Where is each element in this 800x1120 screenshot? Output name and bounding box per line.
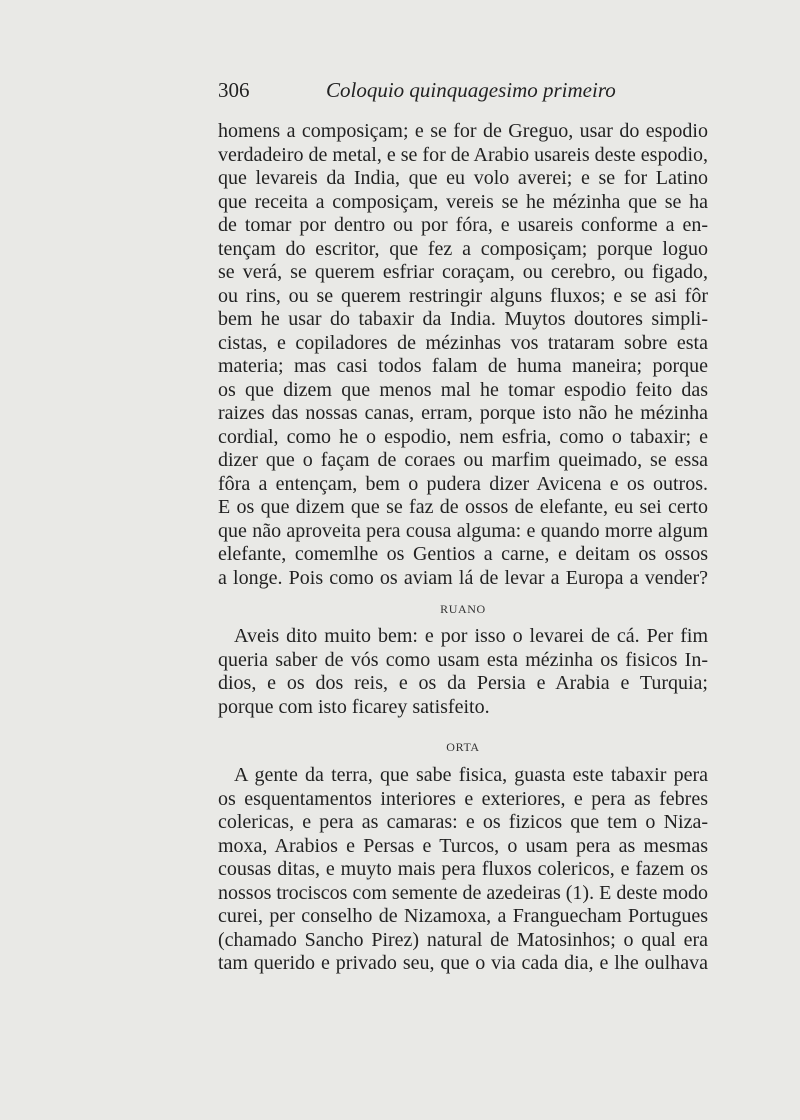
text-line: A gente da terra, que sabe fisica, guasta este tabaxir pera xyxy=(234,764,708,786)
text-line: dizer que o façam de coraes ou marfim queimado, se essa xyxy=(218,449,708,471)
text-line: materia; mas casi todos falam de huma maneira; porque xyxy=(218,355,708,377)
text-line: se verá, se querem esfriar coraçam, ou cerebro, ou figado, xyxy=(218,261,708,283)
text-line: cordial, como he o espodio, nem esfria, como o tabaxir; e xyxy=(218,425,708,448)
text-line: Aveis dito muito bem: e por isso o levarei de cá. Per fim xyxy=(234,625,708,647)
text-line: de tomar por dentro ou por fóra, e usareis conforme a en- xyxy=(218,214,708,236)
text-line: moxa, Arabios e Persas e Turcos, o usam pera as mesmas xyxy=(218,834,708,857)
speaker-label-orta: ORTA xyxy=(446,740,480,754)
text-line: queria saber de vós como usam esta mézinha os fisicos In- xyxy=(218,648,708,671)
text-line: os esquentamentos interiores e exteriores, e pera as febres xyxy=(218,787,708,810)
paragraph-1 xyxy=(218,120,708,590)
paragraph-2 xyxy=(218,625,708,719)
text-line: que não aproveita pera cousa alguma: e quando morre algum xyxy=(218,519,708,542)
paragraph-3 xyxy=(218,764,708,976)
text-line: tam querido e privado seu, que o via cada dia, e lhe oulhava xyxy=(218,952,708,974)
text-line: raizes das nossas canas, erram, porque isto não he mézinha xyxy=(218,402,708,424)
text-line: tençam do escritor, que fez a composiçam; porque loguo xyxy=(218,237,708,260)
text-line: bem he usar do tabaxir da India. Muytos doutores simpli- xyxy=(218,308,708,330)
text-line: curei, per conselho de Nizamoxa, a Franguecham Portugues xyxy=(218,905,708,927)
text-line: fôra a entençam, bem o pudera dizer Avicena e os outros. xyxy=(218,472,708,495)
text-line: porque com isto ficarey satisfeito. xyxy=(218,695,490,718)
text-line: colericas, e pera as camaras: e os fizicos que tem o Niza- xyxy=(218,811,708,833)
text-line: os que dizem que menos mal he tomar espodio feito das xyxy=(218,378,708,401)
text-line: nossos trociscos com semente de azedeiras (1). E deste modo xyxy=(218,881,708,904)
text-line: E os que dizem que se faz de ossos de elefante, eu sei certo xyxy=(218,496,708,518)
page-header xyxy=(218,78,708,108)
running-title: Coloquio quinquagesimo primeiro xyxy=(326,78,616,102)
text-line: (chamado Sancho Pirez) natural de Matosinhos; o qual era xyxy=(218,928,708,951)
page-number: 306 xyxy=(218,78,250,102)
text-line: que receita a composiçam, vereis se he mézinha que se ha xyxy=(218,190,708,213)
text-line: verdadeiro de metal, e se for de Arabio usareis deste espodio, xyxy=(218,143,708,166)
text-line: cousas ditas, e muyto mais pera fluxos colericos, e fazem os xyxy=(218,858,708,880)
text-line: a longe. Pois como os aviam lá de levar a Europa a vender? xyxy=(218,566,708,589)
text-line: dios, e os dos reis, e os da Persia e Arabia e Turquia; xyxy=(218,672,708,694)
text-line: que levareis da India, que eu volo averei; e se for Latino xyxy=(218,167,708,189)
text-line: elefante, comemlhe os Gentios a carne, e deitam os ossos xyxy=(218,543,708,565)
text-line: cistas, e copiladores de mézinhas vos trataram sobre esta xyxy=(218,331,708,354)
text-line: ou rins, ou se querem restringir alguns fluxos; e se asi fôr xyxy=(218,284,708,307)
text-line: homens a composiçam; e se for de Greguo, usar do espodio xyxy=(218,120,708,142)
speaker-label-ruano: RUANO xyxy=(440,602,486,616)
